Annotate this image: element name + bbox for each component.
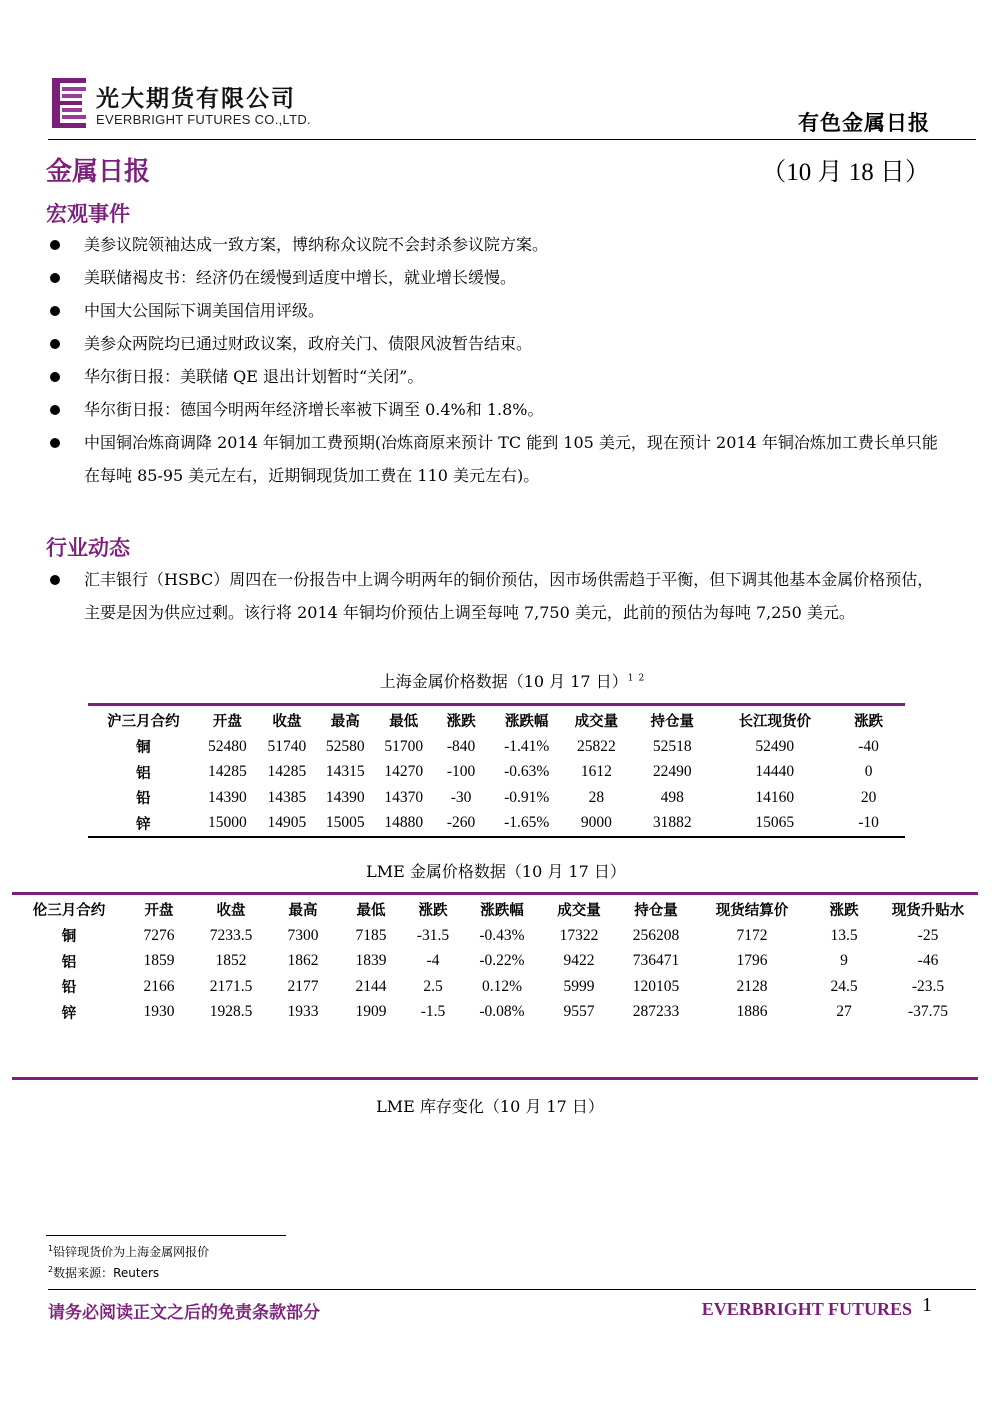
- table-cell: 15065: [755, 814, 795, 832]
- table-row: [88, 785, 905, 811]
- bullet-icon: [50, 339, 60, 349]
- col-header: 涨跌: [854, 713, 884, 730]
- table-cell: 25822: [577, 737, 616, 755]
- table-cell: -100: [446, 763, 476, 781]
- col-header: 开盘: [144, 902, 174, 919]
- bullet-icon: [50, 306, 60, 316]
- footnote-ref-1: 1: [627, 673, 634, 684]
- col-header: 收盘: [216, 902, 246, 919]
- report-type: 有色金属日报: [798, 110, 930, 135]
- table-cell: 1796: [736, 952, 768, 970]
- list-item-text: 美联储褐皮书：经济仍在缓慢到适度中增长，就业增长缓慢。: [84, 268, 517, 287]
- list-item-text: 中国铜冶炼商调降 2014 年铜加工费预期(冶炼商原来预计 TC 能到 105 美元，现在预计 2014 年铜冶炼加工费长单只能在每吨 85-95 美元左右，近期铜现货加工费在 110 美元左右)。: [84, 433, 938, 485]
- table-cell: 锌: [136, 815, 151, 833]
- table-cell: 0.12%: [481, 977, 523, 995]
- table-row: [14, 1000, 976, 1026]
- page-title: 金属日报: [46, 157, 151, 187]
- table-cell: -1.65%: [504, 814, 550, 832]
- footer-divider: [48, 1289, 976, 1290]
- table-cell: -10: [858, 814, 879, 832]
- table-cell: -260: [446, 814, 476, 832]
- list-item: [48, 393, 948, 426]
- list-item-text: 美参众两院均已通过财政议案，政府关门、债限风波暂告结束。: [84, 334, 533, 353]
- list-item: [48, 426, 948, 492]
- list-item: [48, 327, 948, 360]
- shfe-table-caption: [0, 669, 992, 692]
- table-cell: 14390: [325, 788, 365, 806]
- table-cell: 0: [864, 763, 873, 781]
- table-cell: 28: [588, 788, 605, 806]
- table-cell: -40: [858, 737, 879, 755]
- table-cell: 5999: [563, 977, 595, 995]
- table-cell: 1886: [736, 1003, 768, 1021]
- table-cell: 24.5: [830, 977, 858, 995]
- table-cell: 120105: [632, 977, 680, 995]
- table-cell: -31.5: [416, 926, 450, 944]
- bullet-icon: [50, 575, 60, 585]
- table-cell: -25: [917, 926, 939, 944]
- col-header: 现货结算价: [715, 902, 789, 919]
- table-cell: 14390: [208, 788, 247, 806]
- footnote-2: [48, 1264, 159, 1281]
- company-name-cn: 光大期货有限公司: [96, 86, 296, 112]
- table-cell: 1839: [355, 952, 387, 970]
- table-cell: 14315: [325, 763, 365, 781]
- list-item-text: 中国大公国际下调美国信用评级。: [84, 301, 325, 320]
- bullet-icon: [50, 273, 60, 283]
- table-cell: -840: [446, 737, 476, 755]
- col-header: 开盘: [212, 713, 242, 730]
- table-cell: 22490: [652, 763, 692, 781]
- table-cell: 14270: [384, 763, 424, 781]
- table-cell: 52480: [208, 737, 247, 755]
- table-cell: -30: [450, 788, 472, 806]
- shfe-price-table: [88, 707, 905, 836]
- table-cell: 2177: [287, 977, 319, 995]
- table-cell: 13.5: [830, 926, 858, 944]
- industry-news-list: [48, 563, 948, 629]
- table-cell: 9422: [563, 952, 595, 970]
- table-cell: 52490: [755, 737, 795, 755]
- everbright-logo-icon: [52, 78, 88, 128]
- col-header: 涨跌: [829, 902, 859, 919]
- col-header: 现货升贴水: [891, 902, 965, 919]
- table-cell: 7300: [287, 926, 319, 944]
- report-date: （10 月 18 日）: [761, 159, 930, 186]
- list-item-text: 美参议院领袖达成一致方案，博纳称众议院不会封杀参议院方案。: [84, 235, 549, 254]
- col-header: 最低: [389, 713, 419, 730]
- table-cell: 7185: [355, 926, 387, 944]
- table-row: [88, 760, 905, 786]
- table-cell: 14880: [384, 814, 424, 832]
- lme-price-table: [14, 896, 976, 1025]
- table-cell: 铅: [136, 790, 151, 808]
- table-cell: -0.63%: [504, 763, 550, 781]
- inventory-caption: LME 库存变化（10 月 17 日）: [376, 1097, 604, 1116]
- table-cell: 52580: [325, 737, 365, 755]
- table-cell: -0.91%: [504, 788, 550, 806]
- table-cell: 20: [860, 788, 877, 806]
- table-cell: 51740: [267, 737, 307, 755]
- lme-table-bottom-rule: [12, 1077, 978, 1080]
- footnote-number: 2: [48, 1265, 54, 1274]
- bullet-icon: [50, 372, 60, 382]
- col-header: 成交量: [557, 902, 601, 919]
- col-header: 长江现货价: [738, 713, 811, 730]
- list-item-text: 华尔街日报：德国今明两年经济增长率被下调至 0.4%和 1.8%。: [84, 400, 544, 419]
- table-cell: 51700: [384, 737, 424, 755]
- footnote-ref-2: 2: [638, 673, 645, 684]
- table-cell: 14385: [267, 788, 307, 806]
- table-row: [14, 949, 976, 975]
- table-cell: 7172: [736, 926, 768, 944]
- bullet-icon: [50, 240, 60, 250]
- table-row: [14, 974, 976, 1000]
- table-cell: -23.5: [911, 977, 945, 995]
- table-row: [14, 923, 976, 949]
- table-cell: 7276: [143, 926, 175, 944]
- footnote-text: 数据来源：Reuters: [53, 1266, 160, 1280]
- bullet-icon: [50, 438, 60, 448]
- col-header: 持仓量: [634, 902, 678, 919]
- table-cell: 287233: [632, 1003, 680, 1021]
- table-cell: -4: [426, 952, 440, 970]
- table-cell: 1612: [580, 763, 612, 781]
- col-header: 收盘: [272, 713, 302, 730]
- table-cell: 14285: [267, 763, 307, 781]
- table-cell: 1852: [215, 952, 247, 970]
- footnote-number: 1: [48, 1244, 54, 1253]
- table-cell: -0.08%: [479, 1003, 525, 1021]
- table-cell: 17322: [559, 926, 599, 944]
- table-cell: 铝: [136, 764, 151, 782]
- table-cell: 2166: [143, 977, 175, 995]
- table-row: [88, 734, 905, 760]
- table-cell: 15000: [208, 814, 247, 832]
- table-cell: 15005: [325, 814, 365, 832]
- table-cell: 52518: [652, 737, 692, 755]
- table-header-row: [88, 707, 905, 734]
- table-cell: 256208: [632, 926, 680, 944]
- table-cell: 2128: [736, 977, 768, 995]
- bullet-icon: [50, 405, 60, 415]
- table-cell: 14905: [267, 814, 307, 832]
- table-cell: -0.22%: [479, 952, 525, 970]
- table-row: [88, 811, 905, 837]
- table-cell: 14285: [208, 763, 247, 781]
- table-cell: 736471: [632, 952, 680, 970]
- table-cell: 铝: [61, 953, 77, 971]
- table-cell: 9000: [580, 814, 612, 832]
- table-cell: 14160: [755, 788, 795, 806]
- table-cell: 锌: [61, 1004, 77, 1022]
- industry-section-title: 行业动态: [46, 535, 130, 560]
- table-cell: 1859: [143, 952, 175, 970]
- table-cell: 1928.5: [209, 1003, 253, 1021]
- list-item-text: 汇丰银行（HSBC）周四在一份报告中上调今明两年的铜价预估，因市场供需趋于平衡，但下调其他基本金属价格预估，主要是因为供应过剩。该行将 2014 年铜均价预估上调至每吨 7,750 美元，此前的预估为每吨 7,250 美元。: [84, 570, 934, 622]
- col-header: 成交量: [574, 713, 619, 730]
- table-cell: -1.41%: [504, 737, 550, 755]
- table-cell: -0.43%: [479, 926, 525, 944]
- list-item-text: 华尔街日报：美联储 QE 退出计划暂时“关闭”。: [84, 367, 424, 386]
- col-header: 伦三月合约: [32, 902, 106, 919]
- list-item: [48, 563, 948, 629]
- header-divider: [48, 139, 976, 140]
- col-header: 最高: [288, 902, 318, 919]
- shfe-caption-text: 上海金属价格数据（10 月 17 日）: [379, 672, 628, 691]
- list-item: [48, 261, 948, 294]
- company-name-en: EVERBRIGHT FUTURES CO.,LTD.: [96, 112, 311, 127]
- table-cell: 31882: [652, 814, 692, 832]
- col-header: 涨跌幅: [504, 713, 549, 730]
- table-cell: -46: [917, 952, 939, 970]
- table-cell: 498: [660, 788, 684, 806]
- list-item: [48, 360, 948, 393]
- table-cell: -37.75: [907, 1003, 949, 1021]
- table-cell: 27: [836, 1003, 852, 1021]
- table-cell: 铜: [61, 928, 77, 946]
- page-number: 1: [922, 1294, 932, 1316]
- list-item: [48, 294, 948, 327]
- shfe-table-top-rule: [88, 703, 905, 706]
- footnote-1: [48, 1243, 209, 1260]
- footer-brand: EVERBRIGHT FUTURES: [701, 1299, 912, 1319]
- table-cell: -1.5: [420, 1003, 446, 1021]
- shfe-table-bottom-rule: [88, 836, 905, 838]
- footnote-text: 铅锌现货价为上海金属网报价: [53, 1245, 210, 1259]
- table-cell: 2171.5: [209, 977, 253, 995]
- footnote-divider: [46, 1235, 286, 1236]
- col-header: 涨跌: [446, 713, 476, 730]
- disclaimer-notice: 请务必阅读正文之后的免责条款部分: [48, 1303, 320, 1323]
- table-cell: 1862: [287, 952, 319, 970]
- col-header: 涨跌: [418, 902, 448, 919]
- table-cell: 铅: [61, 979, 77, 997]
- col-header: 涨跌幅: [480, 902, 524, 919]
- table-cell: 14440: [755, 763, 795, 781]
- table-cell: 14370: [384, 788, 424, 806]
- table-cell: 7233.5: [209, 926, 253, 944]
- col-header: 沪三月合约: [107, 713, 180, 730]
- table-cell: 铜: [136, 739, 151, 757]
- col-header: 最低: [356, 902, 386, 919]
- table-cell: 9: [840, 952, 848, 970]
- col-header: 最高: [330, 713, 360, 730]
- macro-section-title: 宏观事件: [46, 201, 130, 226]
- table-cell: 2144: [355, 977, 387, 995]
- table-cell: 2.5: [423, 977, 443, 995]
- col-header: 持仓量: [650, 713, 694, 730]
- list-item: [48, 228, 948, 261]
- table-cell: 1930: [143, 1003, 175, 1021]
- table-cell: 9557: [563, 1003, 595, 1021]
- table-cell: 1909: [355, 1003, 387, 1021]
- lme-table-top-rule: [12, 892, 978, 895]
- table-cell: 1933: [287, 1003, 319, 1021]
- table-header-row: [14, 896, 976, 923]
- lme-table-caption: LME 金属价格数据（10 月 17 日）: [366, 862, 626, 881]
- macro-event-list: [48, 228, 948, 492]
